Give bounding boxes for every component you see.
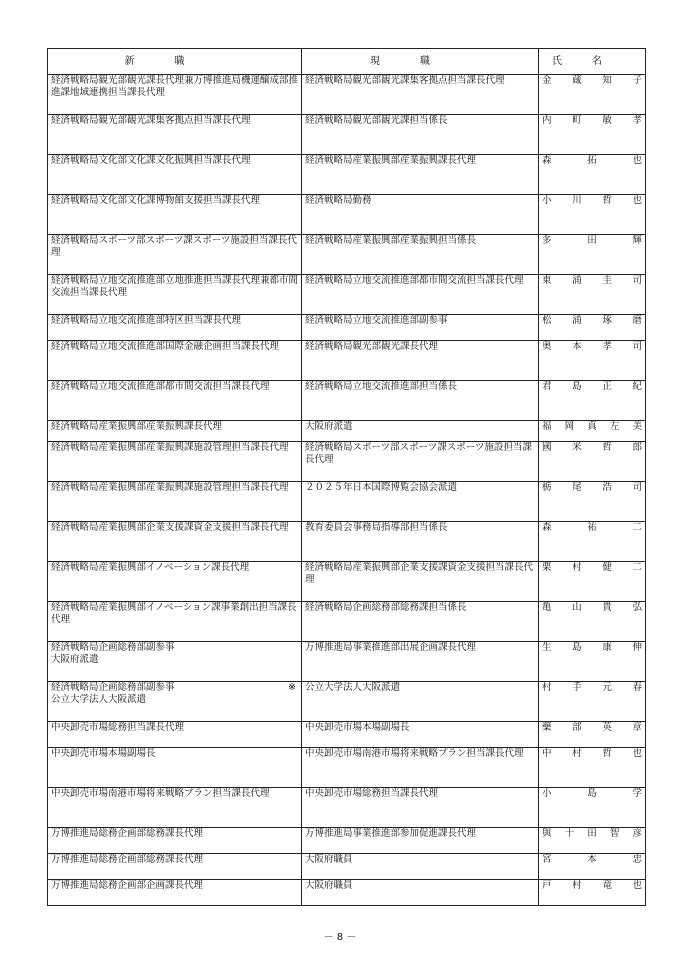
new-post-cell <box>48 642 302 682</box>
new-post-text: 経済戦略局立地交流推進部特区担当課長代理 <box>51 315 242 326</box>
person-name-cell: 金蔵知子 <box>539 75 646 115</box>
new-post-cell <box>48 341 302 381</box>
person-name-cell: 福岡真左美 <box>539 421 646 442</box>
new-post-cell <box>48 602 302 642</box>
new-post-text: 中央卸売市場総務担当課長代理 <box>51 722 185 733</box>
new-post-text: 経済戦略局産業振興部産業振興課施設管理担当課長代理 <box>51 442 289 453</box>
new-post-cell <box>48 562 302 602</box>
current-post-cell: ２０２５年日本国際博覧会協会派遣 <box>302 482 539 522</box>
new-post-cell <box>48 522 302 562</box>
header-name: 氏名 <box>539 49 646 75</box>
page-number: － 8 － <box>323 932 357 943</box>
person-name-cell: 君島正紀 <box>539 381 646 421</box>
new-post-text: 経済戦略局企画総務部副参事 公立大学法人大阪派遣 <box>51 682 175 705</box>
current-post-cell: 経済戦略局スポーツ部スポーツ課スポーツ施設担当課長代理 <box>302 442 539 482</box>
new-post-text: 経済戦略局産業振興部企業支援課資金支援担当課長代理 <box>51 522 289 533</box>
new-post-text: 経済戦略局産業振興部産業振興課長代理 <box>51 421 223 432</box>
person-name-cell: 奥本孝司 <box>539 341 646 381</box>
table-row <box>48 642 646 682</box>
new-post-text: 中央卸売市場南港市場将来戦略プラン担当課長代理 <box>51 788 270 799</box>
current-post-cell: 中央卸売市場総務担当課長代理 <box>302 788 539 828</box>
person-name-cell: 村手元春 <box>539 682 646 722</box>
current-post-cell: 大阪府職員 <box>302 854 539 880</box>
new-post-cell <box>48 748 302 788</box>
current-post-cell: 経済戦略局産業振興部産業振興課長代理 <box>302 155 539 195</box>
person-name-cell: 内町敏孝 <box>539 115 646 155</box>
person-name-cell: 栗村健二 <box>539 562 646 602</box>
person-name-cell: 多田輝 <box>539 235 646 275</box>
new-post-text: 経済戦略局スポーツ部スポーツ課スポーツ施設担当課長代理 <box>51 235 297 258</box>
new-post-text: 経済戦略局観光部観光課長代理兼万博推進局機運醸成部推進課地域連携担当課長代理 <box>51 75 299 98</box>
table-row <box>48 880 646 906</box>
table-row <box>48 788 646 828</box>
new-post-text: 経済戦略局文化部文化課文化振興担当課長代理 <box>51 155 251 166</box>
person-name-cell: 宮本忠 <box>539 854 646 880</box>
person-name-cell: 東浦圭司 <box>539 275 646 315</box>
current-post-cell: 中央卸売市場本場副場長 <box>302 722 539 748</box>
new-post-cell <box>48 788 302 828</box>
current-post-cell: 経済戦略局立地交流推進部都市間交流担当課長代理 <box>302 275 539 315</box>
current-post-cell: 経済戦略局立地交流推進部副参事 <box>302 315 539 341</box>
new-post-text: 経済戦略局文化部文化課博物館支援担当課長代理 <box>51 195 261 206</box>
person-name-cell: 森拓也 <box>539 155 646 195</box>
table-row <box>48 854 646 880</box>
header-current-post: 現職 <box>302 49 539 75</box>
new-post-text: 経済戦略局産業振興部産業振興課施設管理担当課長代理 <box>51 482 289 493</box>
current-post-cell: 万博推進局事業推進部出展企画課長代理 <box>302 642 539 682</box>
current-post-cell: 経済戦略局産業振興部企業支援課資金支援担当課長代理 <box>302 562 539 602</box>
new-post-cell <box>48 880 302 906</box>
table-row <box>48 275 646 315</box>
current-post-cell: 経済戦略局観光部観光課長代理 <box>302 341 539 381</box>
current-post-cell: 経済戦略局勤務 <box>302 195 539 235</box>
table-row <box>48 341 646 381</box>
person-name-cell: 中村哲也 <box>539 748 646 788</box>
current-post-cell: 中央卸売市場南港市場将来戦略プラン担当課長代理 <box>302 748 539 788</box>
table-row <box>48 421 646 442</box>
table-row <box>48 195 646 235</box>
table-row <box>48 722 646 748</box>
new-post-cell <box>48 442 302 482</box>
current-post-cell: 万博推進局事業推進部参加促進課長代理 <box>302 828 539 854</box>
current-post-cell: 経済戦略局観光部観光課担当係長 <box>302 115 539 155</box>
new-post-cell <box>48 421 302 442</box>
new-post-cell <box>48 275 302 315</box>
new-post-text: 万博推進局総務企画部企画課長代理 <box>51 880 204 891</box>
table-row <box>48 562 646 602</box>
new-post-text: 経済戦略局立地交流推進部立地推進担当課長代理兼都市間交流担当課長代理 <box>51 275 299 298</box>
table-row <box>48 115 646 155</box>
new-post-cell <box>48 75 302 115</box>
table-row <box>48 315 646 341</box>
new-post-text: 経済戦略局企画総務部副参事 大阪府派遣 <box>51 642 175 665</box>
header-new-post: 新職 <box>48 49 302 75</box>
table-row <box>48 482 646 522</box>
table-row <box>48 828 646 854</box>
new-post-cell <box>48 155 302 195</box>
table-row <box>48 522 646 562</box>
person-name-cell: 松浦琢磨 <box>539 315 646 341</box>
note-mark: ※ <box>288 682 296 693</box>
current-post-cell: 大阪府派遣 <box>302 421 539 442</box>
new-post-cell <box>48 722 302 748</box>
current-post-cell: 経済戦略局立地交流推進部担当係長 <box>302 381 539 421</box>
new-post-text: 万博推進局総務企画部総務課長代理 <box>51 854 204 865</box>
person-name-cell: 國米哲郎 <box>539 442 646 482</box>
person-name-cell: 戸村竜也 <box>539 880 646 906</box>
person-name-cell: 生島康伸 <box>539 642 646 682</box>
person-name-cell: 森祐二 <box>539 522 646 562</box>
current-post-cell: 教育委員会事務局指導部担当係長 <box>302 522 539 562</box>
new-post-cell <box>48 854 302 880</box>
table-row <box>48 748 646 788</box>
table-body <box>48 75 646 906</box>
table-row <box>48 235 646 275</box>
new-post-cell <box>48 315 302 341</box>
new-post-cell <box>48 115 302 155</box>
new-post-text: 経済戦略局立地交流推進部都市間交流担当課長代理 <box>51 381 270 392</box>
table-header-row <box>48 49 646 75</box>
current-post-cell: 経済戦略局企画総務部総務課担当係長 <box>302 602 539 642</box>
new-post-text: 経済戦略局立地交流推進部国際金融企画担当課長代理 <box>51 341 280 352</box>
new-post-cell <box>48 195 302 235</box>
person-name-cell: 亀山貴弘 <box>539 602 646 642</box>
new-post-text: 経済戦略局観光部観光課集客拠点担当課長代理 <box>51 115 251 126</box>
current-post-cell: 大阪府職員 <box>302 880 539 906</box>
table-row <box>48 155 646 195</box>
current-post-cell: 経済戦略局産業振興部産業振興担当係長 <box>302 235 539 275</box>
new-post-cell <box>48 682 302 722</box>
person-name-cell: 藥部英章 <box>539 722 646 748</box>
table-row <box>48 442 646 482</box>
personnel-table <box>47 48 646 906</box>
current-post-cell: 公立大学法人大阪派遣 <box>302 682 539 722</box>
new-post-text: 経済戦略局産業振興部イノベーション課長代理 <box>51 562 250 573</box>
person-name-cell: 小川哲也 <box>539 195 646 235</box>
person-name-cell: 小島学 <box>539 788 646 828</box>
person-name-cell: 與十田智彦 <box>539 828 646 854</box>
new-post-cell <box>48 381 302 421</box>
new-post-cell <box>48 482 302 522</box>
person-name-cell: 栃尾浩司 <box>539 482 646 522</box>
table-row <box>48 75 646 115</box>
table-row <box>48 381 646 421</box>
table-row <box>48 682 646 722</box>
new-post-text: 経済戦略局産業振興部イノベーション課事業創出担当課長代理 <box>51 602 297 625</box>
new-post-cell <box>48 235 302 275</box>
new-post-text: 中央卸売市場本場副場長 <box>51 748 156 759</box>
table-row <box>48 602 646 642</box>
new-post-cell <box>48 828 302 854</box>
new-post-text: 万博推進局総務企画部総務課長代理 <box>51 828 204 839</box>
current-post-cell: 経済戦略局観光部観光課集客拠点担当課長代理 <box>302 75 539 115</box>
